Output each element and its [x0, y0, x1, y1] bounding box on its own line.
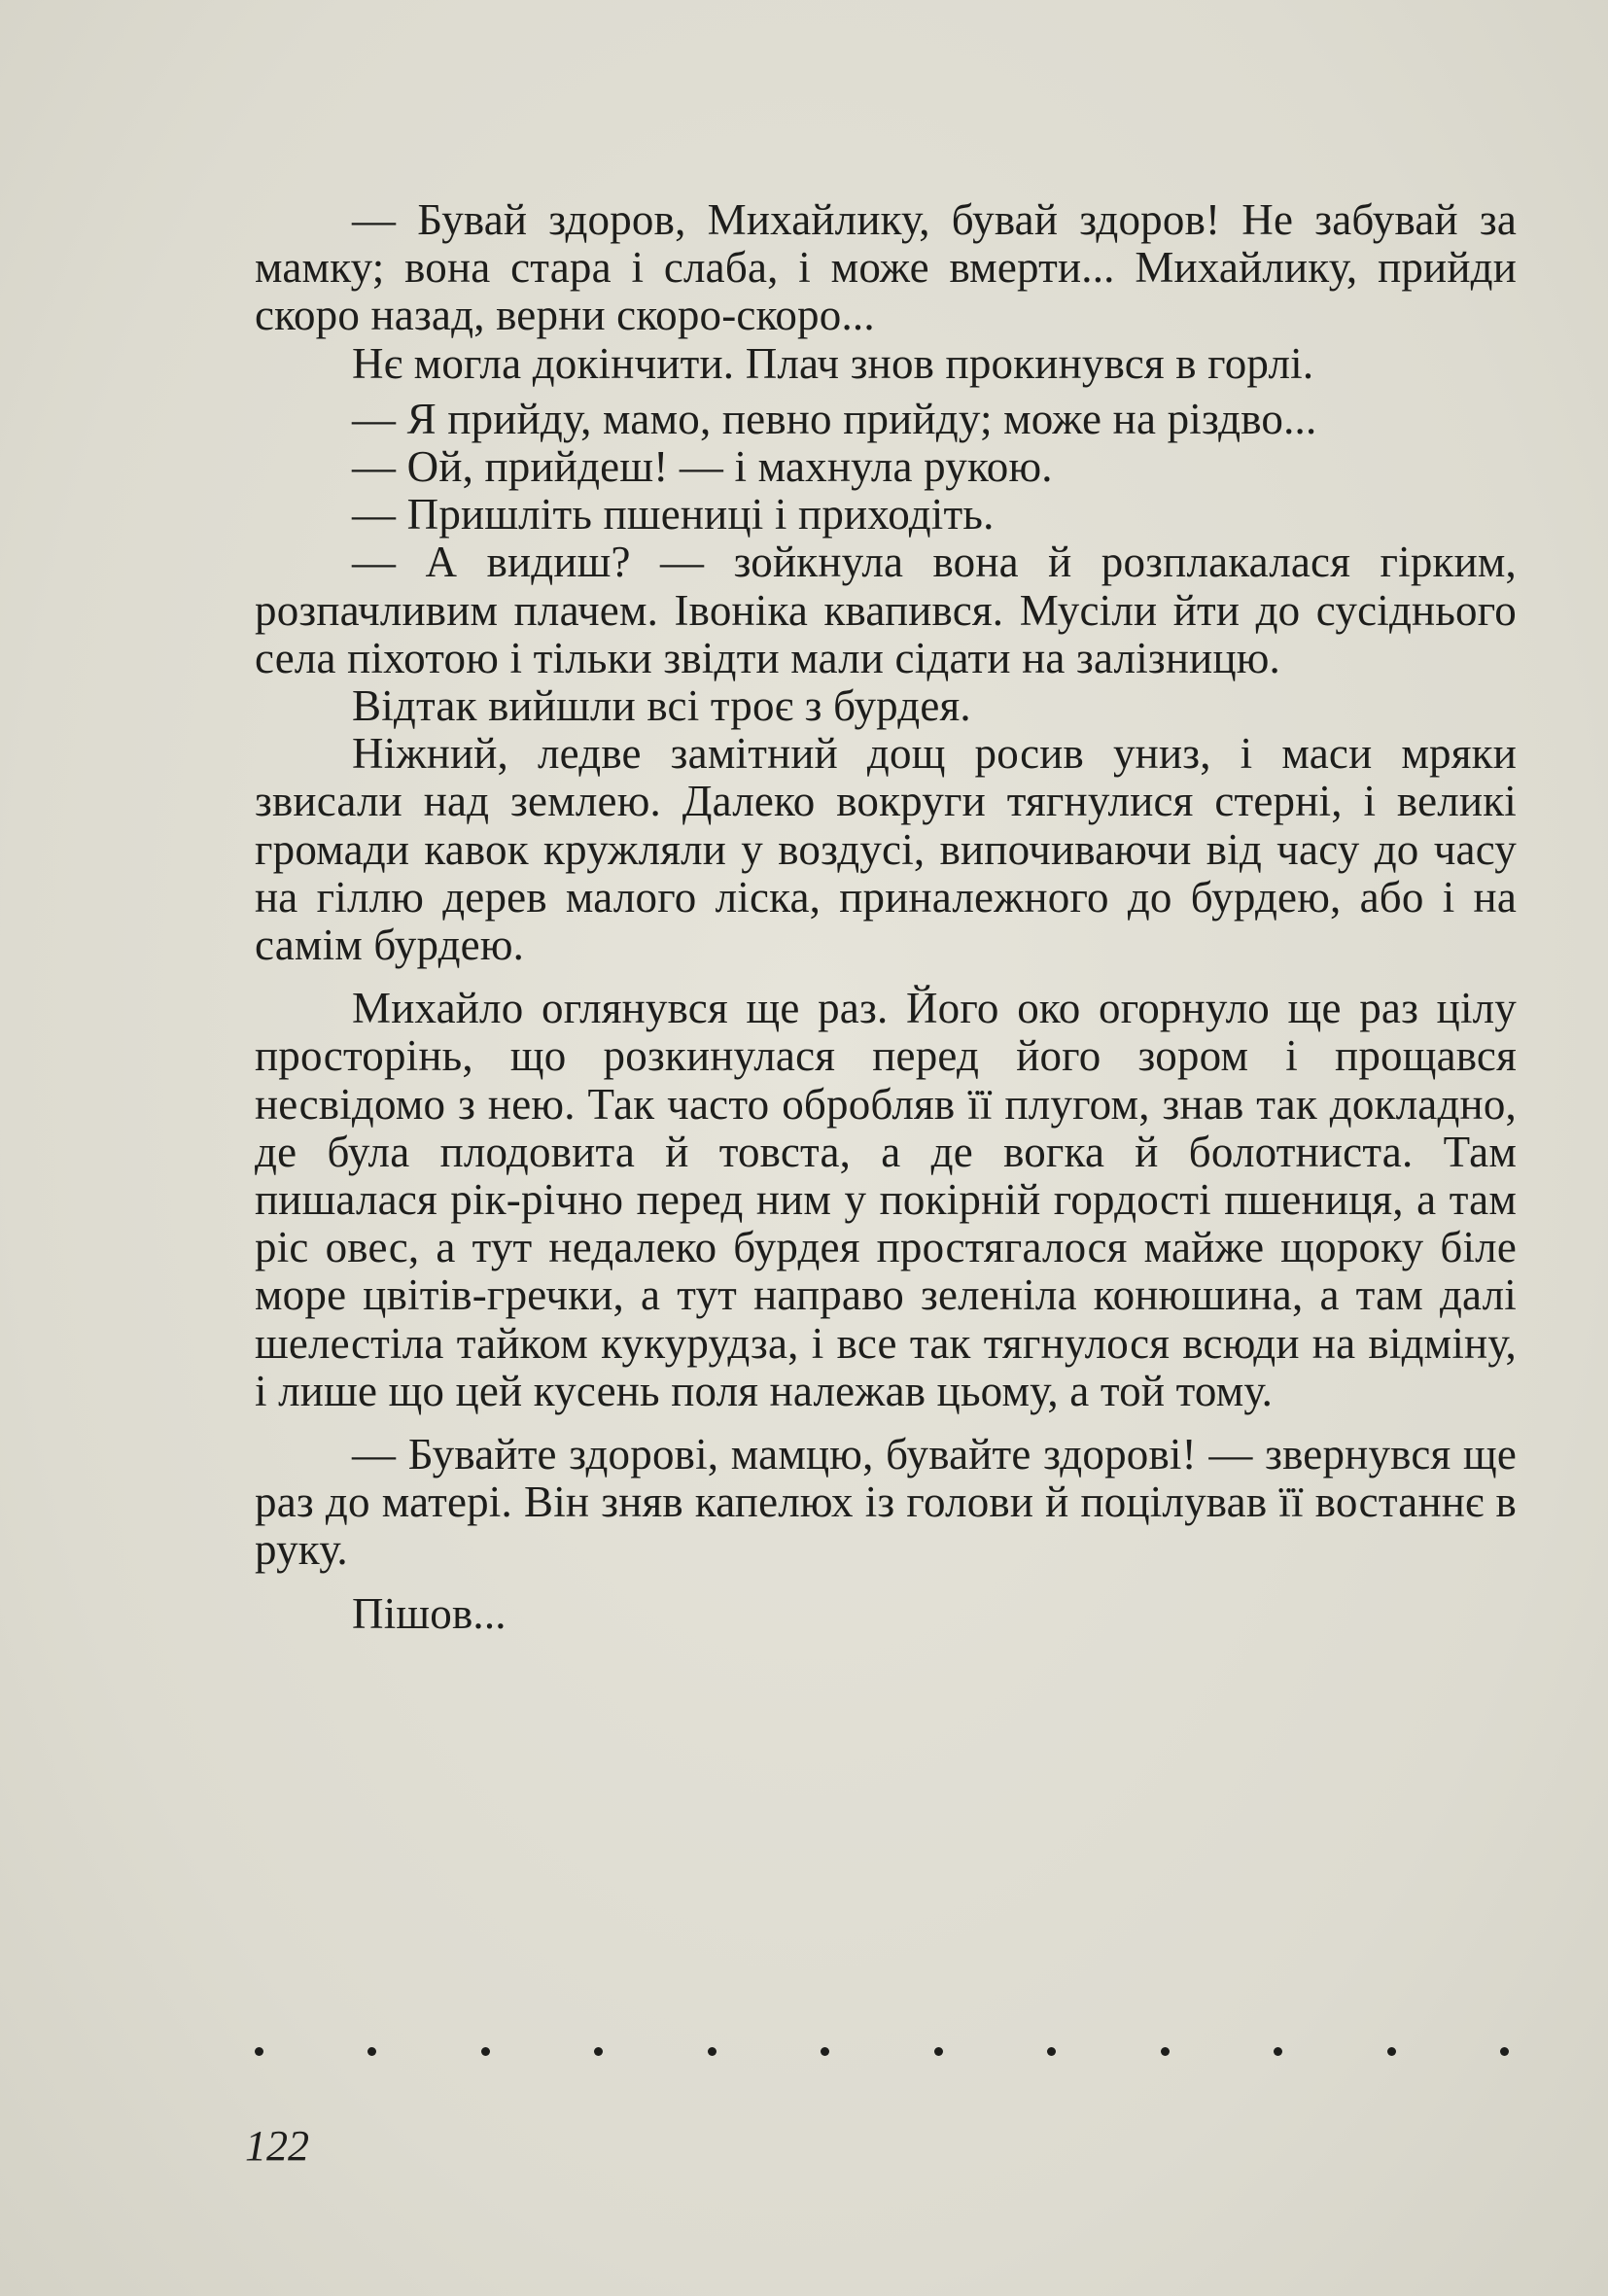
- dotted-separator: [255, 2032, 1509, 2070]
- separator-dot: [1047, 2047, 1056, 2056]
- separator-dot: [1387, 2047, 1396, 2056]
- separator-dot: [367, 2047, 376, 2056]
- separator-dot: [481, 2047, 490, 2056]
- paragraph-promise: — Я прийду, мамо, певно прийду; може на різдво...: [352, 394, 1317, 443]
- paragraph-crying: Нє могла докінчити. Плач знов прокинувся в горлі.: [352, 338, 1314, 388]
- separator-dot: [934, 2047, 943, 2056]
- separator-dot: [1500, 2047, 1509, 2056]
- paragraph-departed: Пішов...: [352, 1588, 507, 1638]
- page-text: [255, 196, 1517, 1638]
- paragraph-goodbye: — Бувайте здорові, мамцю, бувайте здорові! — звернувся ще раз до матері. Він зняв капелюх із голови й поцілував її востаннє в руку.: [255, 1430, 1517, 1575]
- paragraph-fields: Михайло оглянувся ще раз. Його око огорнуло ще раз цілу просторінь, що розкинулася перед його зором і прощався несвідомо з нею. Так часто обробляв її плугом, знав так докладно, де була плодовита й товста, а де вогка й болотниста. Там пишалася рік-річно перед ним у покірній гордості пшениця, а там ріс овес, а тут недалеко бурдея простягалося майже щороку біле море цвітів-гречки, а тут направо зеленіла конюшина, а там далі шелестіла тайком кукурудза, і все так тягнулося всюди на відміну, і лише що цей кусень поля належав цьому, а той тому.: [255, 984, 1517, 1415]
- separator-dot: [594, 2047, 603, 2056]
- paragraph-farewell: — Бувай здоров, Михайлику, бувай здоров! Не забувай за мамку; вона стара і слаба, і може вмерти... Михайлику, прийди скоро назад, верни скоро-скоро...: [255, 195, 1517, 340]
- paragraph-rain: Ніжний, ледве замітний дощ росив униз, і маси мряки звисали над землею. Далеко вокруги тягнулися стерні, і великі громади кавок кружляли у воздусі, випочиваючи від часу до часу на гіллю дерев малого ліска, приналежного до бурдею, або і на самім бурдею.: [255, 729, 1517, 970]
- paragraph-wave: — Ой, прийдеш! — і махнула рукою.: [352, 442, 1053, 492]
- separator-dot: [255, 2047, 263, 2056]
- separator-dot: [708, 2047, 717, 2056]
- separator-dot: [1274, 2047, 1282, 2056]
- separator-dot: [1161, 2047, 1170, 2056]
- paragraph-sobbing: — А видиш? — зойкнула вона й розплакалася гірким, розпачливим плачем. Івоніка квапився. Мусіли йти до сусіднього села піхотою і тільки звідти мали сідати на залізницю.: [255, 538, 1517, 682]
- separator-dot: [821, 2047, 829, 2056]
- paragraph-wheat: — Пришліть пшениці і приходіть.: [352, 490, 995, 539]
- paragraph-leaving: Відтак вийшли всі троє з бурдея.: [352, 681, 971, 731]
- page-number: 122: [245, 2122, 309, 2170]
